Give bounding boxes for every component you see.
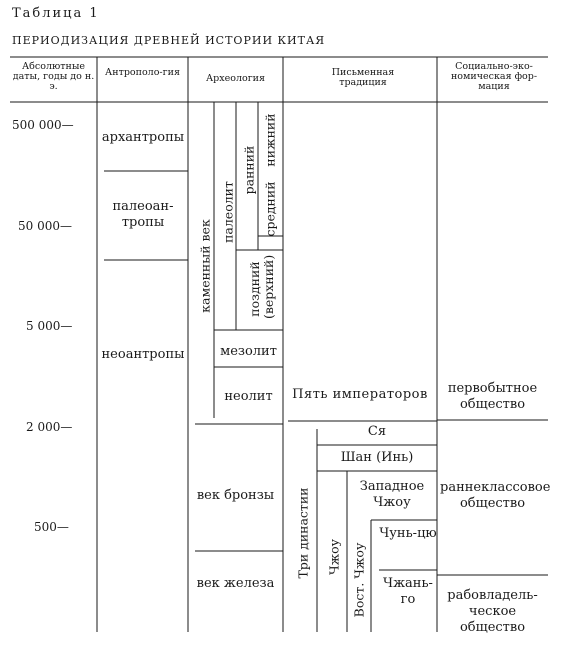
arch-paleolithic: палеолит xyxy=(220,181,236,243)
arch-stone-age: каменный век xyxy=(197,219,213,313)
anthro-archanthropes: архантропы xyxy=(101,130,185,145)
table-title: ПЕРИОДИЗАЦИЯ ДРЕВНЕЙ ИСТОРИИ КИТАЯ xyxy=(12,34,326,47)
header-archaeology: Археология xyxy=(205,73,266,84)
trad-shang: Шан (Инь) xyxy=(340,450,414,465)
trad-western-zhou: Западное Чжоу xyxy=(359,479,425,510)
arch-late: поздний (верхний) xyxy=(247,254,276,319)
arch-mesolithic: мезолит xyxy=(220,344,277,359)
header-formation: Социально-эко-номическая фор-мация xyxy=(450,61,538,92)
arch-neolithic: неолит xyxy=(224,389,273,404)
header-anthropology: Антрополо-гия xyxy=(105,67,180,78)
trad-chunqiu: Чунь-цю xyxy=(379,526,437,541)
date-5000: 5 000— xyxy=(26,319,73,333)
trad-three-dynasties: Три династии xyxy=(295,487,311,579)
form-primitive: первобытное общество xyxy=(447,381,538,412)
date-500: 500— xyxy=(34,520,69,534)
form-early-class: раннеклассовое общество xyxy=(440,480,551,511)
trad-eastern-zhou: Вост. Чжоу xyxy=(351,542,367,618)
trad-xia: Ся xyxy=(367,424,387,439)
arch-iron-age: век железа xyxy=(196,576,275,591)
table-label: Таблица 1 xyxy=(12,6,100,21)
header-dates: Абсолютные даты, годы до н. э. xyxy=(12,61,95,92)
arch-early: ранний xyxy=(241,145,257,195)
trad-zhou: Чжоу xyxy=(326,538,342,576)
anthro-paleoanthropes: палеоан-тропы xyxy=(112,199,174,230)
header-tradition: Письменная традиция xyxy=(331,67,395,88)
date-500000: 500 000— xyxy=(12,118,74,132)
arch-bronze-age: век бронзы xyxy=(196,488,275,503)
form-slave: рабовладель-ческое общество xyxy=(447,588,538,635)
arch-lower: нижний xyxy=(262,113,278,167)
date-2000: 2 000— xyxy=(26,420,73,434)
trad-zhanguo: Чжань-го xyxy=(383,576,433,607)
date-50000: 50 000— xyxy=(18,219,72,233)
anthro-neoanthropes: неоантропы xyxy=(101,347,185,362)
trad-five-emperors: Пять императоров xyxy=(292,387,428,402)
arch-middle: средний xyxy=(262,181,278,237)
